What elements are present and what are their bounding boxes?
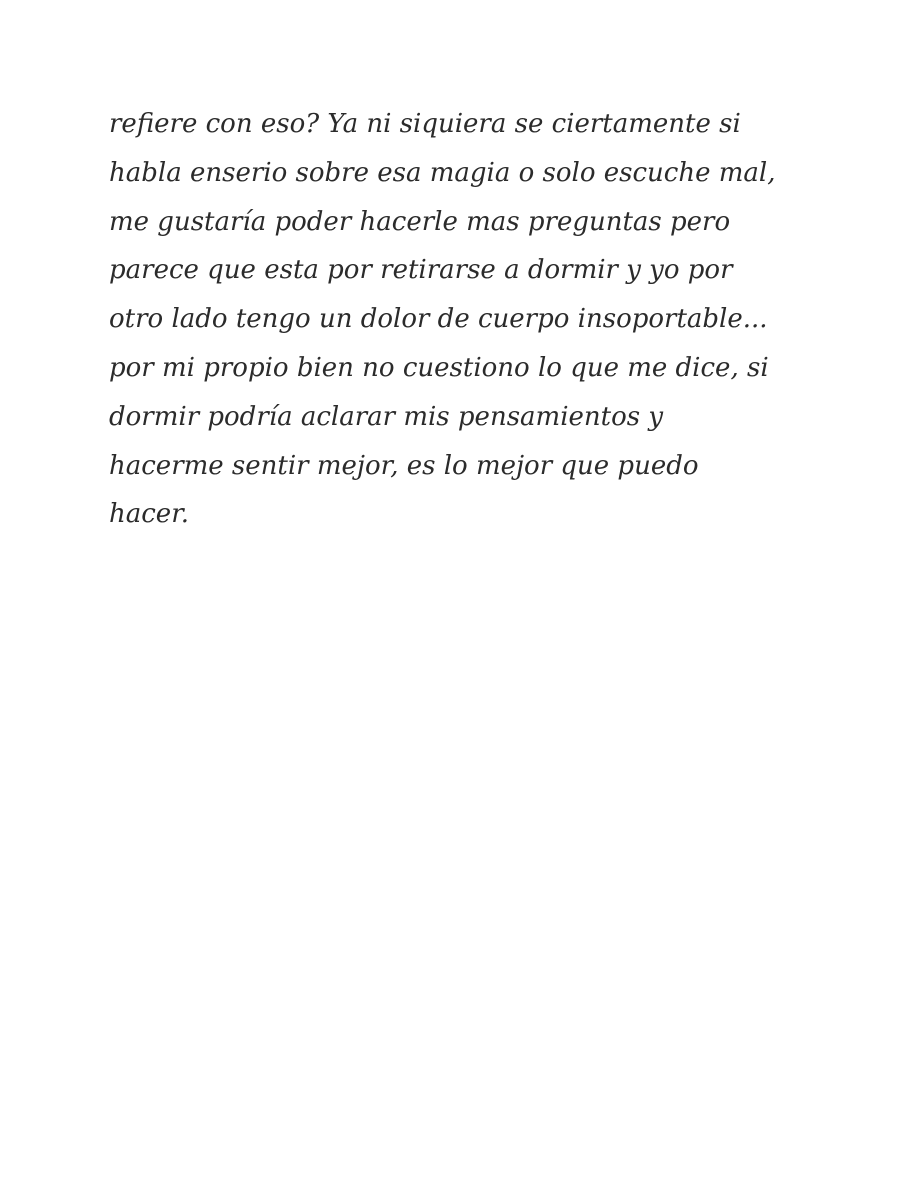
text-line: otro lado tengo un dolor de cuerpo insoportable...: [109, 304, 768, 335]
text-line: me gustaría poder hacerle mas preguntas pero: [109, 206, 731, 237]
text-line: por mi propio bien no cuestiono lo que me dice, si: [109, 352, 769, 383]
text-line: habla enserio sobre esa magia o solo escuche mal,: [109, 157, 776, 188]
body-paragraph: [109, 100, 809, 539]
text-line: dormir podría aclarar mis pensamientos y: [109, 401, 664, 432]
text-line: refiere con eso? Ya ni siquiera se ciertamente si: [109, 109, 741, 139]
text-line: parece que esta por retirarse a dormir y yo por: [109, 255, 733, 286]
text-line: hacer.: [109, 499, 190, 530]
text-line: hacerme sentir mejor, es lo mejor que puedo: [109, 450, 699, 481]
